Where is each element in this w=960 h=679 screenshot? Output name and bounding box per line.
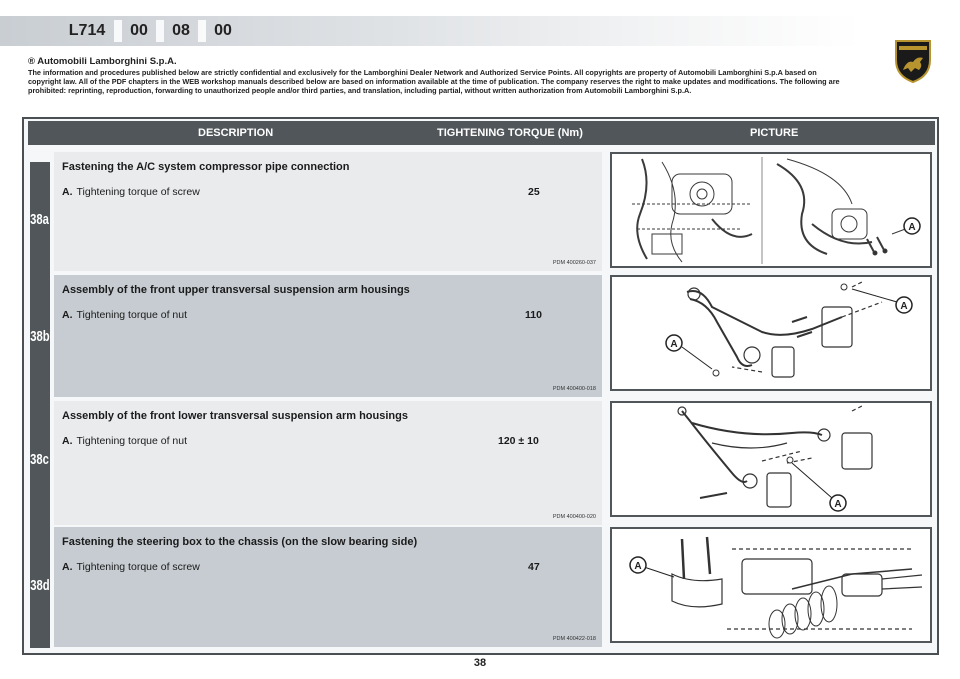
column-header-picture: PICTURE [750, 127, 799, 139]
model-code: L714 [68, 22, 106, 39]
torque-value: 120 ± 10 [498, 435, 539, 447]
copyright-body: The information and procedures published below are strictly confidential and exclusively for the Lamborghini Dealer Network and Authorized Service Points. All copyrights are property of Automobili Lamborghini S.p.A based on copyright law. All of the PDF chapters in the WEB workshop manuals described below are based on information available at the time of publication. The company reserves the right to make updates and modifications. The following are prohibited: reprinting, reproduction, forwarding to unauthorized people and/or third parties, and translation, including partial, without written authorization from Automobili Lamborghini S.p.A. [28, 68, 840, 96]
torque-table [22, 117, 939, 655]
section-code: 08 [172, 22, 190, 39]
table-header [28, 121, 935, 145]
table-row [54, 401, 602, 525]
subsection-code: 00 [214, 22, 232, 39]
document-code-bar [0, 16, 860, 46]
table-row [54, 152, 602, 271]
table-row [54, 527, 602, 647]
section-tab: 38b [30, 276, 50, 396]
figure-reference: PDM 400400-020 [552, 514, 596, 520]
torque-value: 25 [528, 186, 540, 198]
figure-reference: PDM 400400-018 [552, 386, 596, 392]
row-item: A. Tightening torque of nut [62, 309, 188, 321]
torque-value: 47 [528, 561, 540, 573]
figure-steering-box [610, 527, 932, 643]
page-number: 38 [473, 657, 487, 669]
figure-reference: PDM 400422-018 [552, 636, 596, 642]
figure-upper-arm [610, 275, 932, 391]
row-item: A. Tightening torque of nut [62, 435, 188, 447]
row-title: Fastening the A/C system compressor pipe connection [62, 161, 350, 173]
figure-lower-arm [610, 401, 932, 517]
callout-label: A [908, 222, 916, 233]
row-title: Fastening the steering box to the chassis (on the slow bearing side) [62, 536, 418, 548]
code-separator [114, 20, 122, 42]
figure-reference: PDM 400260-037 [552, 260, 596, 266]
section-tab: 38c [30, 396, 50, 522]
column-header-torque: TIGHTENING TORQUE (Nm) [437, 127, 583, 139]
copyright-title: ® Automobili Lamborghini S.p.A. [28, 56, 177, 67]
callout-label: A [634, 561, 642, 572]
section-tab: 38a [30, 162, 50, 276]
row-title: Assembly of the front lower transversal suspension arm housings [62, 410, 408, 422]
code-separator [156, 20, 164, 42]
row-item: A. Tightening torque of screw [62, 186, 200, 198]
copyright-notice [28, 56, 840, 96]
callout-label: A [834, 499, 842, 510]
torque-value: 110 [525, 309, 542, 321]
code-separator [198, 20, 206, 42]
callout-label: A [670, 339, 678, 350]
row-item: A. Tightening torque of screw [62, 561, 200, 573]
row-title: Assembly of the front upper transversal suspension arm housings [62, 284, 410, 296]
section-tab: 38d [30, 522, 50, 648]
group-code: 00 [130, 22, 148, 39]
figure-ac-compressor [610, 152, 932, 268]
column-header-description: DESCRIPTION [198, 127, 274, 139]
lamborghini-logo [893, 38, 933, 84]
table-row [54, 275, 602, 397]
callout-label: A [900, 301, 908, 312]
